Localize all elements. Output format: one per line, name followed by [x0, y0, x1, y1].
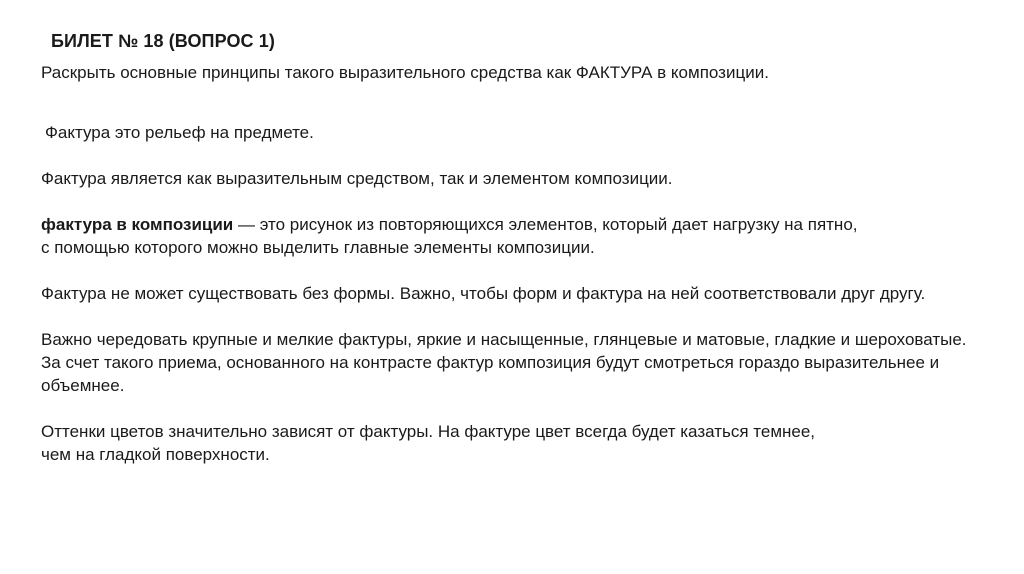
slide-subtitle: Раскрыть основные принципы такого выразительного средства как ФАКТУРА в композиции. [41, 63, 769, 82]
paragraph-definition [41, 121, 1016, 144]
composition-line-1-rest: — это рисунок из повторяющихся элементов, который дает нагрузку на пятно, [233, 215, 858, 234]
paragraph-alternate-line-2: За счет такого приема, основанного на контрасте фактур композиция будут смотреться гораздо выразительнее и [41, 353, 940, 372]
definition-text: Фактура это рельеф на предмете. [45, 123, 314, 142]
slide-body [41, 121, 1016, 466]
paragraph-means: Фактура является как выразительным средством, так и элементом композиции. [41, 169, 673, 188]
paragraph-composition-line-1 [41, 213, 1016, 236]
paragraph-composition-line-2: с помощью которого можно выделить главные элементы композиции. [41, 238, 595, 257]
paragraph-alternate-line-1: Важно чередовать крупные и мелкие фактуры, яркие и насыщенные, глянцевые и матовые, гладкие и шероховатые. [41, 330, 967, 349]
paragraph-shades-line-2: чем на гладкой поверхности. [41, 445, 270, 464]
paragraph-shades-line-1: Оттенки цветов значительно зависят от фактуры. На фактуре цвет всегда будет казаться темнее, [41, 422, 816, 441]
spacer [41, 144, 1016, 167]
spacer [41, 397, 1016, 420]
slide-title: БИЛЕТ № 18 (ВОПРОС 1) [51, 31, 275, 51]
paragraph-alternate-line-3: объемнее. [41, 376, 125, 395]
spacer [41, 259, 1016, 282]
spacer [41, 305, 1016, 328]
spacer [41, 190, 1016, 213]
composition-term: фактура в композиции [41, 215, 234, 234]
paragraph-form: Фактура не может существовать без формы. Важно, чтобы форм и фактура на ней соответствовали друг другу. [41, 284, 926, 303]
